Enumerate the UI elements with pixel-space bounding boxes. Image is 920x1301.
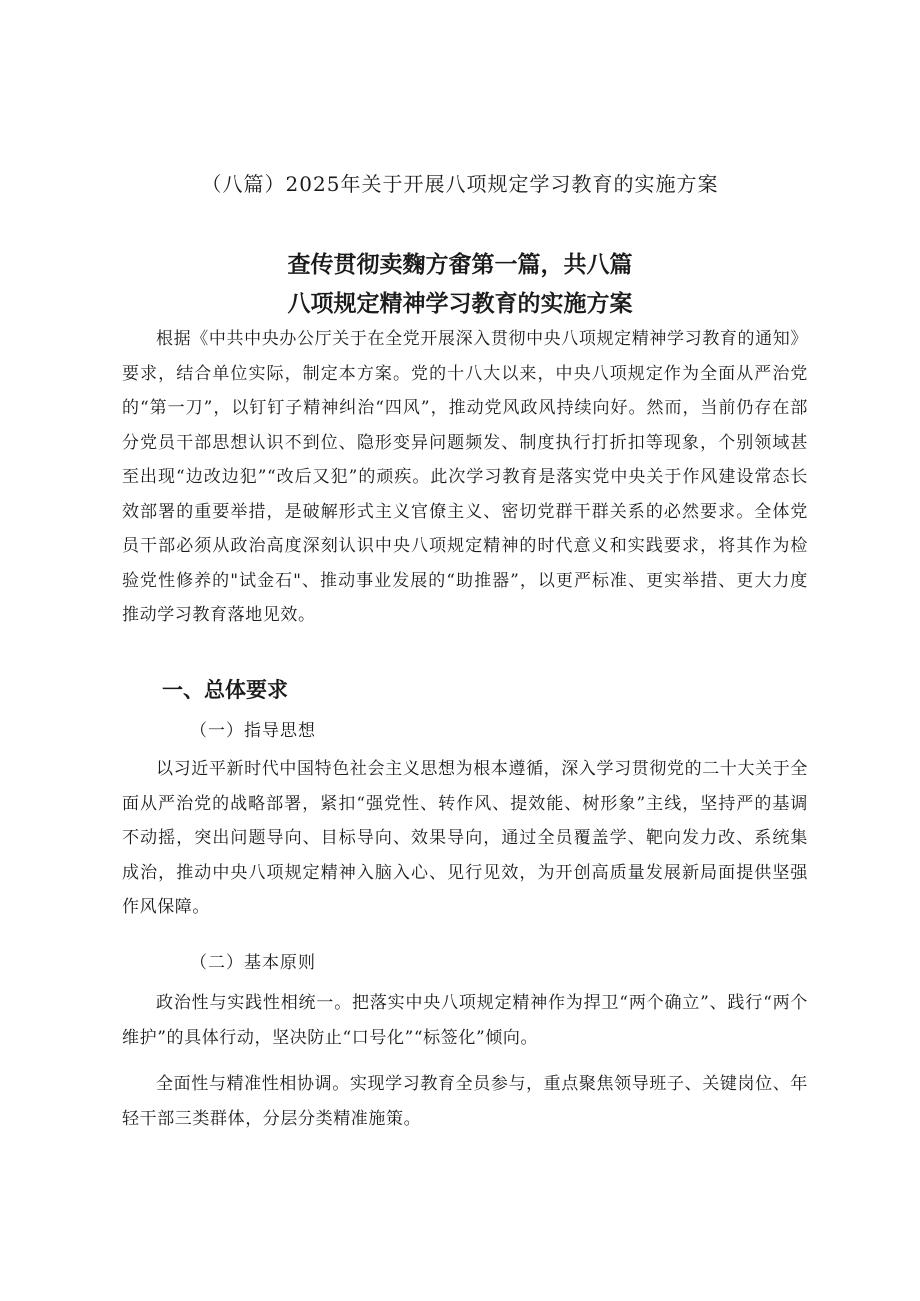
document-title: （八篇）2025年关于开展八项规定学习教育的实施方案 <box>201 172 719 196</box>
heading-line-1: 查传贯彻卖麴方畬第一篇，共八篇 <box>287 252 633 278</box>
principle-paragraph-political: 政治性与实践性相统一。把落实中央八项规定精神作为捍卫“两个确立”、践行“两个维护”的具体行动，坚决防止“口号化”“标签化”倾向。 <box>122 993 808 1048</box>
section-heading-general-requirements: 一、总体要求 <box>162 678 288 702</box>
heading-line-2: 八项规定精神学习教育的实施方案 <box>287 291 633 317</box>
intro-paragraph: 根据《中共中央办公厅关于在全党开展深入贯彻中央八项规定精神学习教育的通知》要求，结合单位实际，制定本方案。党的十八大以来，中央八项规定作为全面从严治党的“第一刀”，以钉钉子精神纠治“四风”，推动党风政风持续向好。然而，当前仍存在部分党员干部思想认识不到位、隐形变异问题频发、制度执行打折扣等现象，个别领域甚至出现“边改边犯”“改后又犯”的顽疾。此次学习教育是落实党中央关于作风建设常态长效部署的重要举措，是破解形式主义官僚主义、密切党群干群关系的必然要求。全体党员干部必须从政治高度深刻认识中央八项规定精神的时代意义和实践要求，将其作为检验党性修养的"试金石"、推动事业发展的“助推器”，以更严标准、更实举措、更大力度推动学习教育落地见效。 <box>122 329 808 625</box>
subsection-heading-guiding-ideology: （一）指导思想 <box>190 721 316 741</box>
guiding-ideology-paragraph: 以习近平新时代中国特色社会主义思想为根本遵循，深入学习贯彻党的二十大关于全面从严治党的战略部署，紧扣“强党性、转作风、提效能、树形象”主线，坚持严的基调不动摇，突出问题导向、目标导向、效果导向，通过全员覆盖学、靶向发力改、系统集成治，推动中央八项规定精神入脑入心、见行见效，为开创高质量发展新局面提供坚强作风保障。 <box>122 759 808 917</box>
principle-paragraph-comprehensive: 全面性与精准性相协调。实现学习教育全员参与，重点聚焦领导班子、关键岗位、年轻干部三类群体，分层分类精准施策。 <box>122 1074 808 1129</box>
subsection-heading-basic-principles: （二）基本原则 <box>190 953 316 973</box>
